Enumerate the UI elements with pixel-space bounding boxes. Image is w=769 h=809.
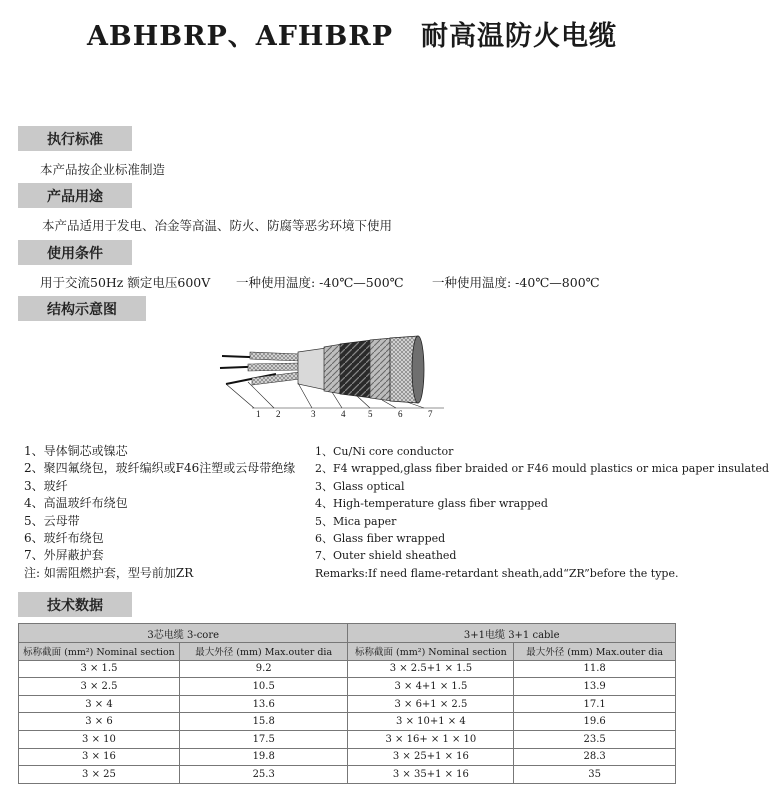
layer-glass — [298, 348, 326, 390]
table-cell: 17.1 — [514, 695, 676, 713]
col-dia: 最大外径 (mm) Max.outer dia — [514, 643, 676, 661]
table-row — [19, 660, 676, 678]
standard-text: 本产品按企业标准制造 — [40, 162, 166, 177]
table-cell: 3 × 6 — [19, 713, 180, 731]
table-cell: 15.8 — [179, 713, 348, 731]
table-cell: 11.8 — [514, 660, 676, 678]
parts-list-cn — [24, 443, 295, 582]
label-3: 3 — [311, 409, 316, 419]
table-row — [19, 695, 676, 713]
table-cell: 28.3 — [514, 748, 676, 766]
section-heading-conditions: 使用条件 — [18, 240, 132, 265]
list-item: 7、外屏蔽护套 — [24, 548, 104, 563]
table-cell: 3 × 10 — [19, 730, 180, 748]
list-item: 6、玻纤布绕包 — [24, 531, 104, 546]
note-cn: 注: 如需阻燃护套，型号前加ZR — [24, 565, 194, 580]
col-section: 标称截面 (mm²) Nominal section — [348, 643, 514, 661]
section-heading-structure: 结构示意图 — [18, 296, 146, 321]
list-item: 7、Outer shield sheathed — [315, 549, 457, 563]
list-item: 2、F4 wrapped,glass fiber braided or F46 mould plastics or mica paper insulated — [315, 462, 769, 476]
note-en: Remarks:If need flame-retardant sheath,add“ZR”before the type. — [315, 566, 679, 580]
table-row — [19, 713, 676, 731]
conditions-temp-1: 一种使用温度: -40℃—500℃ — [236, 275, 404, 290]
group-3-core: 3芯电缆 3-core — [19, 624, 348, 643]
list-item: 5、云母带 — [24, 513, 80, 528]
list-item: 3、Glass optical — [315, 479, 405, 493]
label-1: 1 — [256, 409, 261, 419]
list-item: 2、聚四氟绕包，玻纤编织或F46注塑或云母带绝缘 — [24, 461, 296, 476]
cable-structure-diagram — [212, 328, 462, 420]
layer-mica — [370, 338, 392, 401]
list-item: 3、玻纤 — [24, 478, 68, 493]
label-4: 4 — [341, 409, 346, 419]
table-cell: 19.6 — [514, 713, 676, 731]
table-cell: 10.5 — [179, 678, 348, 696]
table-cell: 25.3 — [179, 766, 348, 784]
table-cell: 13.6 — [179, 695, 348, 713]
table-row — [19, 678, 676, 696]
table-group-header — [19, 624, 676, 643]
col-dia: 最大外径 (mm) Max.outer dia — [179, 643, 348, 661]
table-cell: 17.5 — [179, 730, 348, 748]
table-cell: 19.8 — [179, 748, 348, 766]
table-cell: 3 × 10+1 × 4 — [348, 713, 514, 731]
parts-list-en — [315, 443, 769, 582]
list-item: 5、Mica paper — [315, 514, 397, 528]
tech-data-table — [18, 623, 676, 784]
label-5: 5 — [368, 409, 373, 419]
section-heading-usage: 产品用途 — [18, 183, 132, 208]
list-item: 1、导体铜芯或镍芯 — [24, 444, 128, 458]
table-cell: 3 × 25 — [19, 766, 180, 784]
table-cell: 13.9 — [514, 678, 676, 696]
table-cell: 3 × 2.5 — [19, 678, 180, 696]
list-item: 4、高温玻纤布绕包 — [24, 496, 128, 511]
table-cell: 23.5 — [514, 730, 676, 748]
layer-dark-tape — [340, 340, 372, 398]
label-2: 2 — [276, 409, 281, 419]
group-3-plus-1: 3+1电缆 3+1 cable — [348, 624, 676, 643]
list-item: 6、Glass fiber wrapped — [315, 532, 446, 546]
table-row — [19, 766, 676, 784]
table-cell: 3 × 4 — [19, 695, 180, 713]
list-item: 4、High-temperature glass fiber wrapped — [315, 497, 548, 511]
table-body — [19, 660, 676, 783]
list-item: 1、Cu/Ni core conductor — [315, 445, 454, 458]
table-cell: 3 × 1.5 — [19, 660, 180, 678]
table-cell: 3 × 16 — [19, 748, 180, 766]
table-cell: 3 × 35+1 × 16 — [348, 766, 514, 784]
table-cell: 9.2 — [179, 660, 348, 678]
table-cell: 3 × 4+1 × 1.5 — [348, 678, 514, 696]
table-cell: 3 × 6+1 × 2.5 — [348, 695, 514, 713]
label-6: 6 — [398, 409, 403, 419]
insulated-cores — [248, 352, 300, 385]
table-row — [19, 730, 676, 748]
table-cell: 3 × 2.5+1 × 1.5 — [348, 660, 514, 678]
conditions-temp-2: 一种使用温度: -40℃—800℃ — [432, 275, 600, 290]
usage-text: 本产品适用于发电、冶金等高温、防火、防腐等恶劣环境下使用 — [42, 218, 393, 233]
page-title: ABHBRP、AFHBRP 耐高温防火电缆 — [86, 21, 618, 52]
layer-glass-fiber — [324, 344, 342, 394]
section-heading-standard: 执行标准 — [18, 126, 132, 151]
col-section: 标称截面 (mm²) Nominal section — [19, 643, 180, 661]
table-row — [19, 748, 676, 766]
section-heading-tech: 技术数据 — [18, 592, 132, 617]
table-cell: 35 — [514, 766, 676, 784]
label-7: 7 — [428, 409, 433, 419]
conditions-voltage: 用于交流50Hz 额定电压600V — [40, 275, 211, 290]
table-cell: 3 × 25+1 × 16 — [348, 748, 514, 766]
table-column-header — [19, 643, 676, 661]
table-cell: 3 × 16+ × 1 × 10 — [348, 730, 514, 748]
